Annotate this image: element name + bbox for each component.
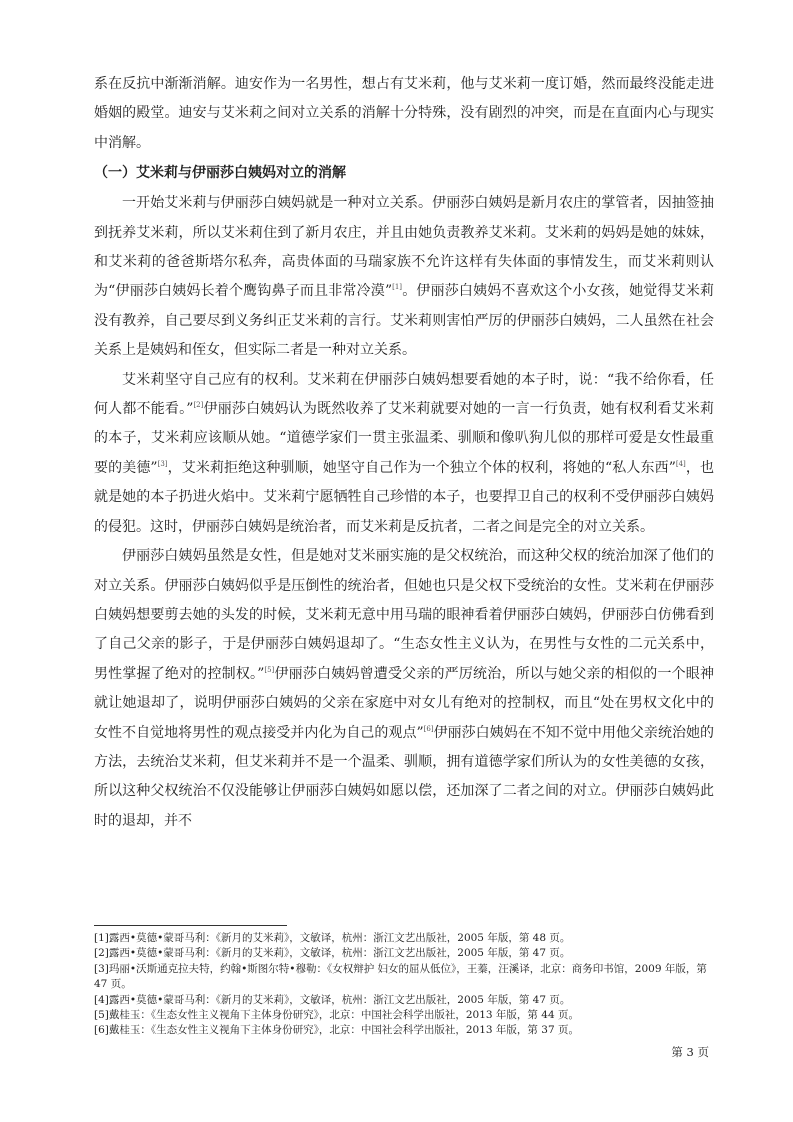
paragraph-2-text-a: 艾米莉坚守自己应有的权利。艾米莉在伊丽莎白姨妈想要看她的本子时，说：“我不给你看，任何人都不能看。”: [94, 371, 714, 418]
page-number: 第 3 页: [671, 1045, 709, 1059]
footnote-ref-1[interactable]: [1]: [392, 283, 403, 292]
footnote-2: [2]露西•莫德•蒙哥马利：《新月的艾米莉》，文敏译，杭州：浙江文艺出版社，2005 年版，第 47 页。: [94, 947, 571, 960]
paragraph-3-text-b: 伊丽莎白姨妈曾遭受父亲的严厉统治，所以与她父亲的相似的一个眼神就让她退却了，说明伊丽莎白姨妈的父亲在家庭中对女儿有绝对的控制权，而且“处在男权文化中的女性不自觉地将男性的观点接受并内化为自己的观点”: [94, 665, 714, 741]
paragraph-1-text-a: 一开始艾米莉与伊丽莎白姨妈就是一种对立关系。伊丽莎白姨妈是新月农庄的掌管者，因抽签抽到抚养艾米莉，所以艾米莉住到了新月农庄，并且由她负责教养艾米莉。艾米莉的妈妈是她的妹妹，和艾米莉的爸爸斯塔尔私奔，高贵体面的马瑞家族不允许这样有失体面的事情发生，而艾米莉则认为“伊丽莎白姨妈长着个鹰钩鼻子而且非常冷漠”: [94, 195, 714, 300]
footnote-separator: [94, 925, 287, 926]
page-body: [94, 70, 714, 836]
footnote-ref-4[interactable]: [4]: [675, 459, 686, 468]
paragraph-3-text-c: 伊丽莎白姨妈在不知不觉中用他父亲统治她的方法，去统治艾米莉，但艾米莉并不是一个温柔、驯顺，拥有道德学家们所认为的女性美德的女孩，所以这种父权统治不仅没能够让伊丽莎白姨妈如愿以偿，还加深了二者之间的对立。伊丽莎白姨妈此时的退却，并不: [94, 724, 715, 829]
footnote-1: [1]露西•莫德•蒙哥马利：《新月的艾米莉》，文敏译，杭州：浙江文艺出版社，2005 年版，第 48 页。: [94, 932, 571, 944]
footnote-6: [6]戴桂玉：《生态女性主义视角下主体身份研究》，北京：中国社会科学出版社，2013 年版，第 37 页。: [94, 1024, 579, 1037]
paragraph-2-text-c: ，艾米莉拒绝这种驯顺，她坚守自己作为一个独立个体的权利，将她的“私人东西”: [167, 459, 676, 476]
paragraph-3: [94, 542, 714, 836]
paragraph-2: [94, 366, 714, 542]
paragraph-2-text-b: 伊丽莎白姨妈认为既然收养了艾米莉就要对她的一言一行负责，她有权利看艾米莉的本子，艾米莉应该顺从她。“道德学家们一贯主张温柔、驯顺和像叭狗儿似的那样可爱是女性最重要的美德”: [94, 401, 714, 476]
continued-paragraph: 系在反抗中渐渐消解。迪安作为一名男性，想占有艾米莉，他与艾米莉一度订婚，然而最终没能走进婚姻的殿堂。迪安与艾米莉之间对立关系的消解十分特殊，没有剧烈的冲突，而是在直面内心与现实中消解。: [94, 76, 714, 151]
footnote-ref-3[interactable]: [3]: [157, 459, 168, 468]
paragraph-1: [94, 189, 714, 365]
footnote-5: [5]戴桂玉：《生态女性主义视角下主体身份研究》，北京：中国社会科学出版社，2013 年版，第 44 页。: [94, 1009, 579, 1022]
footnote-ref-5[interactable]: [5]: [264, 665, 275, 674]
footnote-ref-6[interactable]: [6]: [423, 724, 434, 733]
footnote-3: [3]玛丽•沃斯通克拉夫特，约翰•斯图尔特•穆勒：《女权辩护 妇女的屈从低位》，王蓁，汪溪译，北京：商务印书馆，2009 年版，第 47 页。: [94, 962, 707, 991]
footnote-4: [4]露西•莫德•蒙哥马利：《新月的艾米莉》，文敏译，杭州：浙江文艺出版社，2005 年版，第 47 页。: [94, 993, 571, 1006]
footnotes: [94, 931, 714, 1039]
section-heading: （一）艾米莉与伊丽莎白姨妈对立的消解: [94, 165, 346, 182]
footnote-ref-2[interactable]: [2]: [193, 401, 204, 410]
paragraph-3-text-a: 伊丽莎白姨妈虽然是女性，但是她对艾米丽实施的是父权统治，而这种父权的统治加深了他们的对立关系。伊丽莎白姨妈似乎是压倒性的统治者，但她也只是父权下受统治的女性。艾米莉在伊丽莎白姨妈想要剪去她的头发的时候，艾米莉无意中用马瑞的眼神看着伊丽莎白姨妈，伊丽莎白仿佛看到了自己父亲的影子，于是伊丽莎白姨妈退却了。“生态女性主义认为，在男性与女性的二元关系中，男性掌握了绝对的控制权。”: [94, 548, 714, 682]
paragraph-1-text-b: 。伊丽莎白姨妈不喜欢这个小女孩，她觉得艾米莉没有教养，自己要尽到义务纠正艾米莉的言行。艾米莉则害怕严厉的伊丽莎白姨妈，二人虽然在社会关系上是姨妈和侄女，但实际二者是一种对立关系。: [94, 283, 714, 359]
paragraph-2-text-d: ，也就是她的本子扔进火焰中。艾米莉宁愿牺牲自己珍惜的本子，也要捍卫自己的权利不受伊丽莎白姨妈的侵犯。这时，伊丽莎白姨妈是统治者，而艾米莉是反抗者，二者之间是完全的对立关系。: [94, 459, 714, 535]
